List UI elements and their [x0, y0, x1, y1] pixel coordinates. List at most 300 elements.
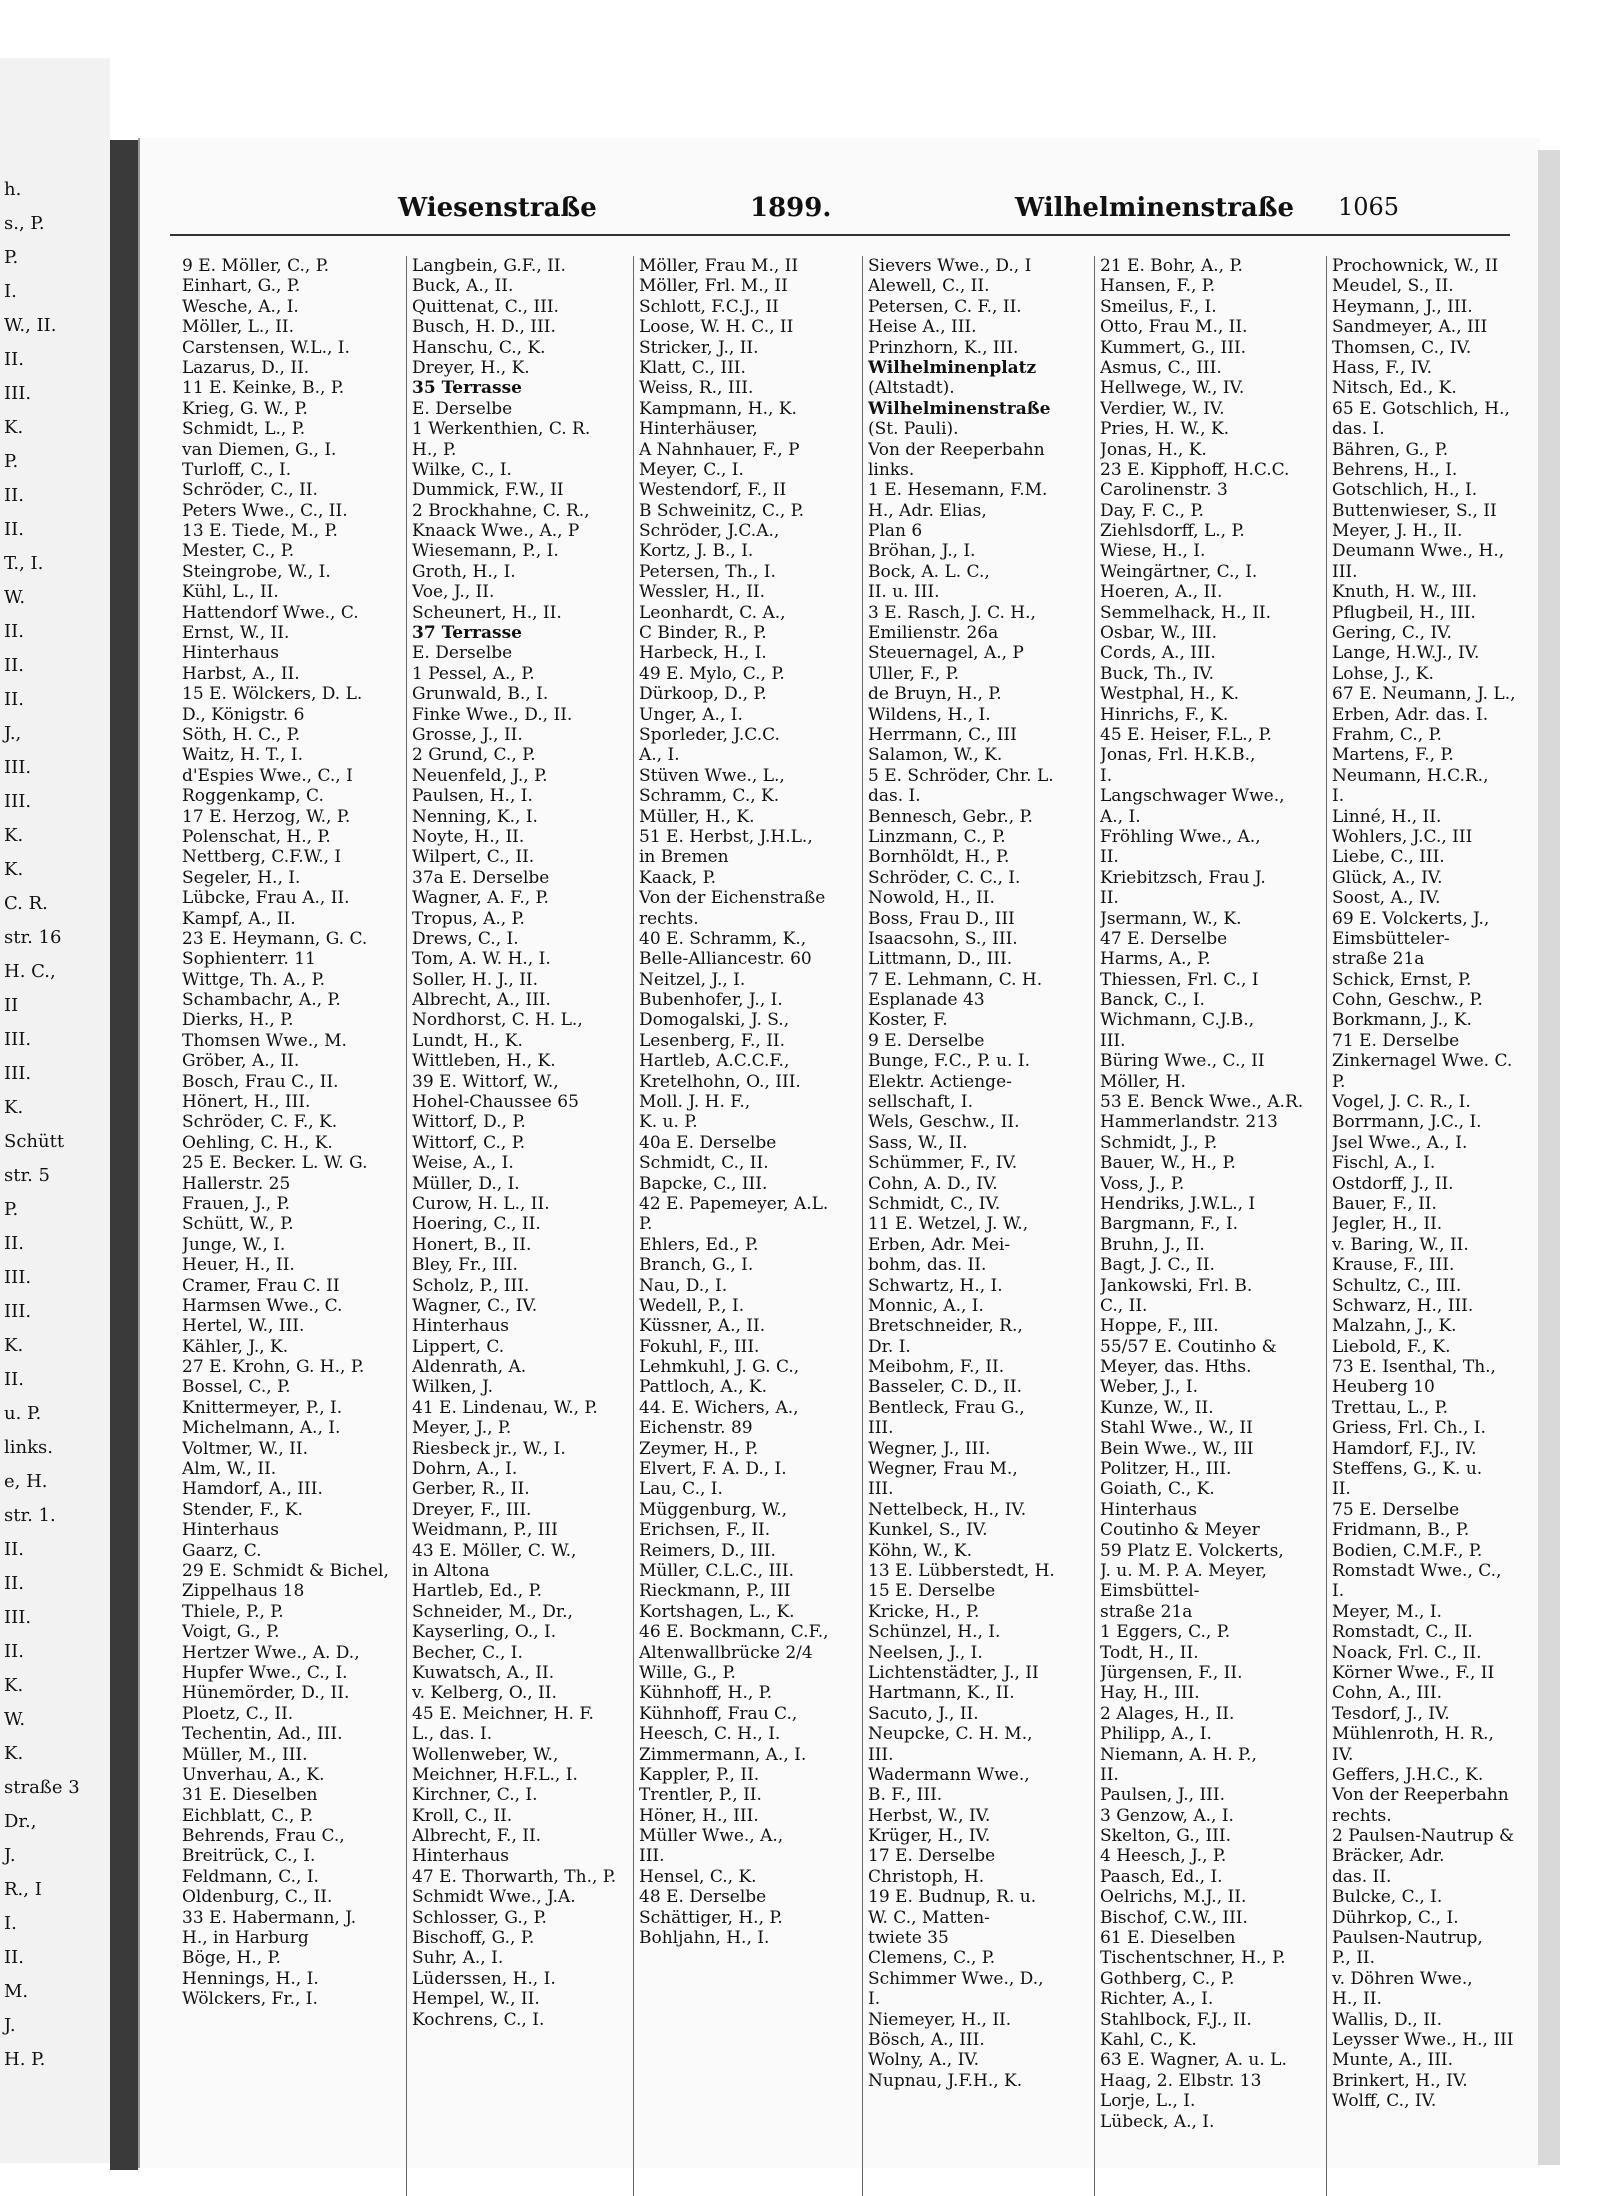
directory-entry: Wildens, H., I. [868, 704, 991, 725]
directory-entry: 45 E. Heiser, F.L., P. [1100, 724, 1272, 745]
prev-page-text: H. C., [4, 961, 56, 982]
directory-entry: Stricker, J., II. [639, 337, 759, 358]
directory-entry: Harms, A., P. [1100, 949, 1211, 970]
directory-entry: rechts. [1332, 1805, 1392, 1826]
directory-entry: Behrends, Frau C., [182, 1826, 345, 1847]
directory-entry: Gaarz, C. [182, 1540, 262, 1561]
directory-entry: Neupcke, C. H. M., [868, 1724, 1033, 1745]
directory-entry: 71 E. Derselbe [1332, 1030, 1460, 1051]
directory-entry: Malzahn, J., K. [1332, 1316, 1457, 1337]
directory-entry: Schmidt Wwe., J.A. [412, 1887, 576, 1908]
directory-entry: Hinterhäuser, [639, 419, 758, 440]
prev-page-text: III. [4, 1301, 32, 1322]
directory-entry: Clemens, C., P. [868, 1948, 996, 1969]
directory-entry: Otto, Frau M., II. [1100, 317, 1248, 338]
directory-column-4 [868, 256, 1096, 2091]
directory-entry: Weise, A., I. [412, 1153, 514, 1174]
directory-entry: Niemeyer, H., II. [868, 2009, 1012, 2030]
directory-entry: Weidmann, P., III [412, 1520, 558, 1541]
directory-entry: 69 E. Volckerts, J., [1332, 908, 1490, 929]
directory-entry: 35 Terrasse [412, 378, 522, 399]
directory-entry: Pattloch, A., K. [639, 1377, 768, 1398]
directory-entry: Hohel-Chaussee 65 [412, 1092, 579, 1113]
directory-entry: Hoeren, A., II. [1100, 582, 1223, 603]
directory-entry: das. I. [1332, 419, 1385, 440]
directory-entry: Kretelhohn, O., III. [639, 1071, 801, 1092]
directory-entry: Groth, H., I. [412, 561, 516, 582]
directory-entry: Möller, H. [1100, 1071, 1186, 1092]
directory-entry: Nettberg, C.F.W., I [182, 847, 342, 868]
directory-entry: Lorje, L., I. [1100, 2091, 1196, 2112]
directory-entry: Schultz, C., III. [1332, 1275, 1462, 1296]
directory-entry: 65 E. Gotschlich, H., [1332, 398, 1510, 419]
directory-entry: Wels, Geschw., II. [868, 1112, 1020, 1133]
directory-entry: Dreyer, F., III. [412, 1499, 532, 1520]
directory-entry: Oldenburg, C., II. [182, 1887, 333, 1908]
column-divider [633, 256, 634, 2196]
directory-entry: v. Kelberg, O., II. [412, 1683, 557, 1704]
directory-entry: 13 E. Lübberstedt, H. [868, 1561, 1055, 1581]
directory-entry: Nau, D., I. [639, 1275, 728, 1296]
directory-entry: Albrecht, A., III. [412, 990, 551, 1011]
directory-entry: Schmidt, L., P. [182, 419, 306, 440]
directory-entry: Wittorf, D., P. [412, 1112, 526, 1133]
directory-entry: Soller, H. J., II. [412, 969, 539, 990]
directory-entry: Dohrn, A., I. [412, 1459, 518, 1480]
directory-entry: Frahm, C., P. [1332, 724, 1442, 745]
directory-entry: III. [1332, 561, 1358, 582]
directory-entry: B Schweinitz, C., P. [639, 500, 805, 521]
directory-entry: 2 Grund, C., P. [412, 745, 536, 766]
directory-entry: Paulsen, J., III. [1100, 1785, 1225, 1806]
directory-entry: Belle-Alliancestr. 60 [639, 949, 812, 970]
directory-entry: 1 Pessel, A., P. [412, 663, 535, 684]
directory-entry: B. F., III. [868, 1785, 943, 1806]
directory-entry: H., P. [412, 439, 457, 460]
directory-entry: Niemann, A. H. P., [1100, 1744, 1257, 1765]
prev-page-text: K. [4, 417, 24, 438]
prev-page-text: II. [4, 519, 24, 540]
directory-entry: Junge, W., I. [182, 1234, 286, 1255]
directory-entry: 37 Terrasse [412, 623, 522, 644]
prev-page-text: T., I. [4, 553, 44, 574]
directory-entry: Körner Wwe., F., II [1332, 1662, 1495, 1683]
directory-entry: 17 E. Derselbe [868, 1846, 996, 1867]
directory-entry: 4 Heesch, J., P. [1100, 1846, 1227, 1867]
directory-entry: 61 E. Dieselben [1100, 1928, 1236, 1949]
directory-entry: Lübcke, Frau A., II. [182, 888, 350, 909]
directory-entry: 11 E. Keinke, B., P. [182, 378, 345, 399]
directory-entry: Hamdorf, A., III. [182, 1479, 323, 1500]
directory-entry: Geffers, J.H.C., K. [1332, 1764, 1484, 1785]
directory-entry: Kappler, P., II. [639, 1764, 760, 1785]
directory-entry: Bauer, W., H., P. [1100, 1153, 1236, 1174]
directory-entry: Stender, F., K. [182, 1499, 303, 1520]
directory-entry: Wiese, H., I. [1100, 541, 1206, 562]
directory-entry: Schmidt, C., II. [639, 1153, 769, 1174]
directory-entry: Lazarus, D., II. [182, 357, 310, 378]
prev-page-text: III. [4, 1607, 32, 1628]
directory-entry: Sacuto, J., II. [868, 1703, 979, 1724]
directory-entry: Lau, C., I. [639, 1479, 723, 1500]
directory-entry: Basseler, C. D., II. [868, 1377, 1022, 1398]
directory-entry: Schlott, F.C.J., II [639, 296, 779, 317]
directory-entry: Haag, 2. Elbstr. 13 [1100, 2070, 1262, 2091]
directory-entry: Griess, Frl. Ch., I. [1332, 1418, 1486, 1439]
directory-entry: 7 E. Lehmann, C. H. [868, 969, 1043, 990]
directory-entry: Bapcke, C., III. [639, 1173, 768, 1194]
directory-entry: Erichsen, F., II. [639, 1520, 771, 1541]
directory-entry: Bentleck, Frau G., [868, 1397, 1025, 1418]
directory-entry: Jankowski, Frl. B. [1100, 1275, 1253, 1296]
prev-page-text: str. 1. [4, 1505, 56, 1526]
directory-entry: Meyer, das. Hths. [1100, 1357, 1252, 1378]
page-edge [1538, 150, 1560, 2165]
directory-entry: Bröhan, J., I. [868, 541, 976, 562]
directory-entry: Becher, C., I. [412, 1642, 523, 1663]
directory-entry: Kummert, G., III. [1100, 337, 1247, 358]
directory-entry: Knittermeyer, P., I. [182, 1397, 343, 1418]
directory-entry: Wadermann Wwe., [868, 1764, 1030, 1785]
directory-entry: Prinzhorn, K., III. [868, 337, 1019, 358]
directory-entry: Altenwallbrücke 2/4 [639, 1642, 813, 1663]
directory-entry: Boss, Frau D., III [868, 908, 1015, 929]
directory-entry: Petersen, C. F., II. [868, 296, 1022, 317]
directory-entry: Gröber, A., II. [182, 1051, 300, 1072]
directory-entry: Hinterhaus [412, 1846, 509, 1867]
prev-page-text: II. [4, 1233, 24, 1254]
directory-entry: Liebe, C., III. [1332, 847, 1445, 868]
directory-entry: Honert, B., II. [412, 1234, 532, 1255]
directory-entry: Wagner, C., IV. [412, 1295, 538, 1316]
directory-entry: Grosse, J., II. [412, 724, 523, 745]
directory-entry: Fokuhl, F., III. [639, 1336, 760, 1357]
directory-entry: de Bruyn, H., P. [868, 684, 1002, 705]
directory-entry: 53 E. Benck Wwe., A.R. [1100, 1092, 1304, 1113]
directory-entry: Aldenrath, A. [412, 1357, 527, 1378]
directory-column-5 [1100, 256, 1325, 2132]
directory-entry: 49 E. Mylo, C., P. [639, 663, 785, 684]
directory-entry: P. [1332, 1071, 1346, 1092]
directory-entry: Cohn, A., III. [1332, 1683, 1442, 1704]
directory-entry: Kayserling, O., I. [412, 1622, 557, 1643]
prev-page-text: M. [4, 1981, 29, 2002]
directory-entry: Kricke, H., P. [868, 1601, 980, 1622]
directory-entry: C Binder, R., P. [639, 623, 767, 644]
prev-page-text: III. [4, 791, 32, 812]
directory-entry: Zippelhaus 18 [182, 1581, 305, 1602]
directory-entry: Elektr. Actienge- [868, 1071, 1012, 1092]
directory-entry: 2 Paulsen-Nautrup & [1332, 1826, 1515, 1847]
directory-entry: Bräcker, Adr. [1332, 1846, 1445, 1867]
directory-entry: Nettelbeck, H., IV. [868, 1499, 1027, 1520]
directory-entry: bohm, das. II. [868, 1255, 987, 1276]
directory-entry: Voltmer, W., II. [182, 1438, 309, 1459]
directory-entry: Neumann, H.C.R., [1332, 765, 1489, 786]
directory-entry: Fridmann, B., P. [1332, 1520, 1470, 1541]
directory-entry: Jürgensen, F., II. [1100, 1662, 1243, 1683]
directory-entry: Paasch, Ed., I. [1100, 1866, 1223, 1887]
directory-entry: Lichtenstädter, J., II [868, 1662, 1039, 1683]
directory-entry: 41 E. Lindenau, W., P. [412, 1397, 598, 1418]
directory-entry: Wiesemann, P., I. [412, 541, 559, 562]
directory-entry: 19 E. Budnup, R. u. [868, 1887, 1037, 1908]
prev-page-text: II. [4, 349, 24, 370]
prev-page-text: H. P. [4, 2049, 46, 2070]
directory-entry: Frauen, J., P. [182, 1193, 290, 1214]
directory-entry: Hartleb, A.C.C.F., [639, 1051, 790, 1072]
directory-entry: Sophienterr. 11 [182, 949, 316, 970]
directory-entry: Mester, C., P. [182, 541, 295, 562]
directory-entry: Brinkert, H., IV. [1332, 2070, 1468, 2091]
directory-entry: Schünzel, H., I. [868, 1622, 1001, 1643]
directory-entry: Buck, Th., IV. [1100, 663, 1214, 684]
prev-page-text: II. [4, 655, 24, 676]
directory-entry: twiete 35 [868, 1928, 949, 1949]
directory-entry: 51 E. Herbst, J.H.L., [639, 826, 813, 847]
directory-entry: Waitz, H. T., I. [182, 745, 303, 766]
header-street-right: Wilhelminenstraße [1015, 193, 1295, 223]
directory-entry: 9 E. Derselbe [868, 1030, 985, 1051]
directory-entry: v. Döhren Wwe., [1332, 1968, 1473, 1989]
page-number: 1065 [1338, 193, 1400, 221]
directory-column-2 [412, 256, 634, 2030]
directory-entry: Kähler, J., K. [182, 1336, 289, 1357]
directory-entry: Hellwege, W., IV. [1100, 378, 1245, 399]
directory-entry: Lohse, J., K. [1332, 663, 1434, 684]
directory-entry: II. u. III. [868, 582, 940, 603]
directory-entry: Neitzel, J., I. [639, 969, 746, 990]
directory-entry: I. [1100, 765, 1113, 786]
directory-entry: Hay, H., III. [1100, 1683, 1200, 1704]
directory-entry: Christoph, H. [868, 1866, 985, 1887]
directory-entry: Zeymer, H., P. [639, 1438, 759, 1459]
directory-entry: III. [868, 1479, 894, 1500]
directory-entry: Bischoff, G., P. [412, 1928, 535, 1949]
directory-entry: Hinrichs, F., K. [1100, 704, 1229, 725]
directory-entry: Lundt, H., K. [412, 1030, 523, 1051]
directory-entry: Jsermann, W., K. [1100, 908, 1242, 929]
directory-entry: W. C., Matten- [868, 1907, 990, 1928]
prev-page-text: P. [4, 247, 19, 268]
directory-entry: Steffens, G., K. u. [1332, 1459, 1483, 1480]
prev-page-text: III. [4, 1063, 32, 1084]
directory-entry: Ernst, W., II. [182, 623, 290, 644]
directory-entry: Lüderssen, H., I. [412, 1968, 556, 1989]
directory-entry: Linné, H., II. [1332, 806, 1442, 827]
directory-entry: Müller, M., III. [182, 1744, 308, 1765]
directory-entry: Turloff, C., I. [182, 459, 292, 480]
directory-entry: Ziehlsdorff, L., P. [1100, 521, 1245, 542]
directory-entry: Voigt, G., P. [182, 1622, 280, 1643]
directory-entry: Koster, F. [868, 1010, 948, 1031]
directory-entry: Quittenat, C., III. [412, 296, 559, 317]
prev-page-text: links. [4, 1437, 53, 1458]
directory-entry: I. [1332, 1581, 1345, 1602]
directory-entry: II. [1100, 847, 1119, 868]
directory-entry: Lehmkuhl, J. G. C., [639, 1357, 800, 1378]
directory-entry: Höner, H., III. [639, 1805, 759, 1826]
prev-page-text: III. [4, 757, 32, 778]
directory-entry: Thiessen, Frl. C., I [1100, 969, 1259, 990]
directory-entry: 33 E. Habermann, J. [182, 1907, 357, 1928]
directory-entry: Isaacsohn, S., III. [868, 928, 1018, 949]
directory-entry: Fischl, A., I. [1332, 1153, 1436, 1174]
directory-entry: Tischentschner, H., P. [1100, 1948, 1286, 1969]
directory-entry: Bösch, A., III. [868, 2029, 985, 2050]
prev-page-text: J. [4, 1845, 16, 1866]
directory-entry: Kochrens, C., I. [412, 2009, 545, 2030]
directory-entry: Philipp, A., I. [1100, 1724, 1212, 1745]
directory-entry: Sass, W., II. [868, 1132, 968, 1153]
directory-entry: P., II. [1332, 1948, 1376, 1969]
directory-entry: Bruhn, J., II. [1100, 1234, 1205, 1255]
directory-entry: A Nahnhauer, F., P [639, 439, 800, 460]
directory-entry: 75 E. Derselbe [1332, 1499, 1460, 1520]
prev-page-text: e, H. [4, 1471, 48, 1492]
directory-entry: 2 Brockhahne, C. R., [412, 500, 590, 521]
directory-entry: Wolny, A., IV. [868, 2050, 980, 2071]
directory-entry: Asmus, C., III. [1100, 357, 1222, 378]
directory-entry: J. u. M. P. A. Meyer, [1100, 1561, 1267, 1581]
directory-entry: Schröder, C., II. [182, 480, 318, 501]
directory-entry: Klatt, C., III. [639, 357, 746, 378]
directory-entry: Bretschneider, R., [868, 1316, 1023, 1337]
directory-entry: Hansen, F., P. [1100, 276, 1216, 297]
directory-entry: Nordhorst, C. H. L., [412, 1010, 583, 1031]
directory-entry: 23 E. Heymann, G. C. [182, 928, 368, 949]
directory-entry: Wesche, A., I. [182, 296, 299, 317]
directory-entry: Polenschat, H., P. [182, 826, 331, 847]
directory-entry: Hupfer Wwe., C., I. [182, 1662, 348, 1683]
directory-entry: Jonas, H., K. [1100, 439, 1207, 460]
directory-entry: Paulsen, H., I. [412, 786, 533, 807]
directory-entry: Dr. I. [868, 1336, 911, 1357]
directory-entry: Monnic, A., I. [868, 1295, 984, 1316]
prev-page-text: Dr., [4, 1811, 37, 1832]
directory-entry: Wölckers, Fr., I. [182, 1989, 318, 2010]
directory-entry: Fröhling Wwe., A., [1100, 826, 1261, 847]
directory-entry: Littmann, D., III. [868, 949, 1013, 970]
directory-entry: III. [868, 1744, 894, 1765]
directory-entry: Schimmer Wwe., D., [868, 1968, 1044, 1989]
prev-page-text: II. [4, 1573, 24, 1594]
directory-entry: Voe, J., II. [412, 582, 495, 603]
directory-entry: 13 E. Tiede, M., P. [182, 521, 338, 542]
directory-entry: Wegner, J., III. [868, 1438, 991, 1459]
directory-entry: Schwarz, H., III. [1332, 1295, 1474, 1316]
directory-entry: Bagt, J. C., II. [1100, 1255, 1215, 1276]
directory-entry: Hoppe, F., III. [1100, 1316, 1219, 1337]
directory-entry: Lange, H.W.J., IV. [1332, 643, 1480, 664]
directory-entry: 3 Genzow, A., I. [1100, 1805, 1234, 1826]
directory-entry: Suhr, A., I. [412, 1948, 504, 1969]
directory-entry: Richter, A., I. [1100, 1989, 1214, 2010]
directory-entry: Bunge, F.C., P. u. I. [868, 1051, 1030, 1072]
directory-entry: Gering, C., IV. [1332, 623, 1452, 644]
prev-page-text: II. [4, 1641, 24, 1662]
directory-entry: Von der Reeperbahn [868, 439, 1045, 460]
directory-entry: Meyer, J. H., II. [1332, 521, 1463, 542]
directory-entry: Peters Wwe., C., II. [182, 500, 348, 521]
directory-entry: Elvert, F. A. D., I. [639, 1459, 787, 1480]
directory-entry: H., II. [1332, 1989, 1382, 2010]
directory-entry: Bein Wwe., W., III [1100, 1438, 1254, 1459]
directory-entry: Wichmann, C.J.B., [1100, 1010, 1255, 1031]
directory-entry: Carstensen, W.L., I. [182, 337, 350, 358]
directory-entry: Hanschu, C., K. [412, 337, 546, 358]
directory-entry: Buttenwieser, S., II [1332, 500, 1497, 521]
directory-entry: Bulcke, C., I. [1332, 1887, 1443, 1908]
directory-entry: Söth, H. C., P. [182, 724, 301, 745]
directory-entry: Schümmer, F., IV. [868, 1153, 1018, 1174]
prev-page-text: K. [4, 1097, 24, 1118]
directory-entry: 17 E. Herzog, W., P. [182, 806, 351, 827]
directory-entry: Romstadt, C., II. [1332, 1622, 1473, 1643]
directory-entry: Dierks, H., P. [182, 1010, 294, 1031]
directory-entry: Köhn, W., K. [868, 1540, 973, 1561]
directory-entry: Zimmermann, A., I. [639, 1744, 807, 1765]
prev-page-text: W., II. [4, 315, 57, 336]
directory-entry: 15 E. Wölckers, D. L. [182, 684, 363, 705]
directory-entry: Kunze, W., II. [1100, 1397, 1214, 1418]
directory-entry: Cohn, Geschw., P. [1332, 990, 1483, 1011]
directory-entry: Büring Wwe., C., II [1100, 1051, 1265, 1072]
directory-entry: Jsel Wwe., A., I. [1332, 1132, 1468, 1153]
prev-page-text: K. [4, 859, 24, 880]
directory-entry: Reimers, D., III. [639, 1540, 776, 1561]
directory-entry: Herbst, W., IV. [868, 1805, 991, 1826]
directory-entry: Möller, Frl. M., II [639, 276, 788, 297]
directory-entry: links. [868, 459, 915, 480]
directory-entry: Stahlbock, F.J., II. [1100, 2009, 1252, 2030]
directory-entry: Politzer, H., III. [1100, 1459, 1232, 1480]
directory-entry: Eimsbütteler- [1332, 928, 1450, 949]
directory-entry: 1 Eggers, C., P. [1100, 1622, 1231, 1643]
prev-page-text: K. [4, 1335, 24, 1356]
prev-page-text: h. [4, 179, 22, 200]
directory-entry: Hempel, W., II. [412, 1989, 540, 2010]
directory-entry: 9 E. Möller, C., P. [182, 256, 330, 276]
directory-entry: Wittge, Th. A., P. [182, 969, 326, 990]
header-year: 1899. [750, 193, 832, 223]
directory-entry: Banck, C., I. [1100, 990, 1205, 1011]
directory-entry: Böge, H., P. [182, 1948, 281, 1969]
directory-entry: Cords, A., III. [1100, 643, 1216, 664]
directory-page [138, 138, 1540, 2168]
directory-entry: Kühnhoff, H., P. [639, 1683, 773, 1704]
directory-entry: Curow, H. L., II. [412, 1193, 550, 1214]
directory-entry: Cramer, Frau C. II [182, 1275, 340, 1296]
directory-entry: Schlosser, G., P. [412, 1907, 547, 1928]
directory-entry: Bennesch, Gebr., P. [868, 806, 1033, 827]
directory-entry: Kortshagen, L., K. [639, 1601, 795, 1622]
directory-entry: 15 E. Derselbe [868, 1581, 996, 1602]
directory-entry: Harmsen Wwe., C. [182, 1295, 343, 1316]
directory-entry: Kortz, J. B., I. [639, 541, 754, 562]
directory-entry: Eichblatt, C., P. [182, 1805, 314, 1826]
directory-entry: Vogel, J. C. R., I. [1332, 1092, 1471, 1113]
directory-entry: 39 E. Wittorf, W., [412, 1071, 559, 1092]
directory-entry: Deumann Wwe., H., [1332, 541, 1505, 562]
directory-entry: II. [1100, 888, 1119, 909]
directory-entry: Oelrichs, M.J., II. [1100, 1887, 1247, 1908]
directory-entry: sellschaft, I. [868, 1092, 974, 1113]
directory-entry: rechts. [639, 908, 699, 929]
directory-entry: 40a E. Derselbe [639, 1132, 777, 1153]
directory-entry: Bley, Fr., III. [412, 1255, 518, 1276]
directory-entry: Heuer, H., II. [182, 1255, 295, 1276]
